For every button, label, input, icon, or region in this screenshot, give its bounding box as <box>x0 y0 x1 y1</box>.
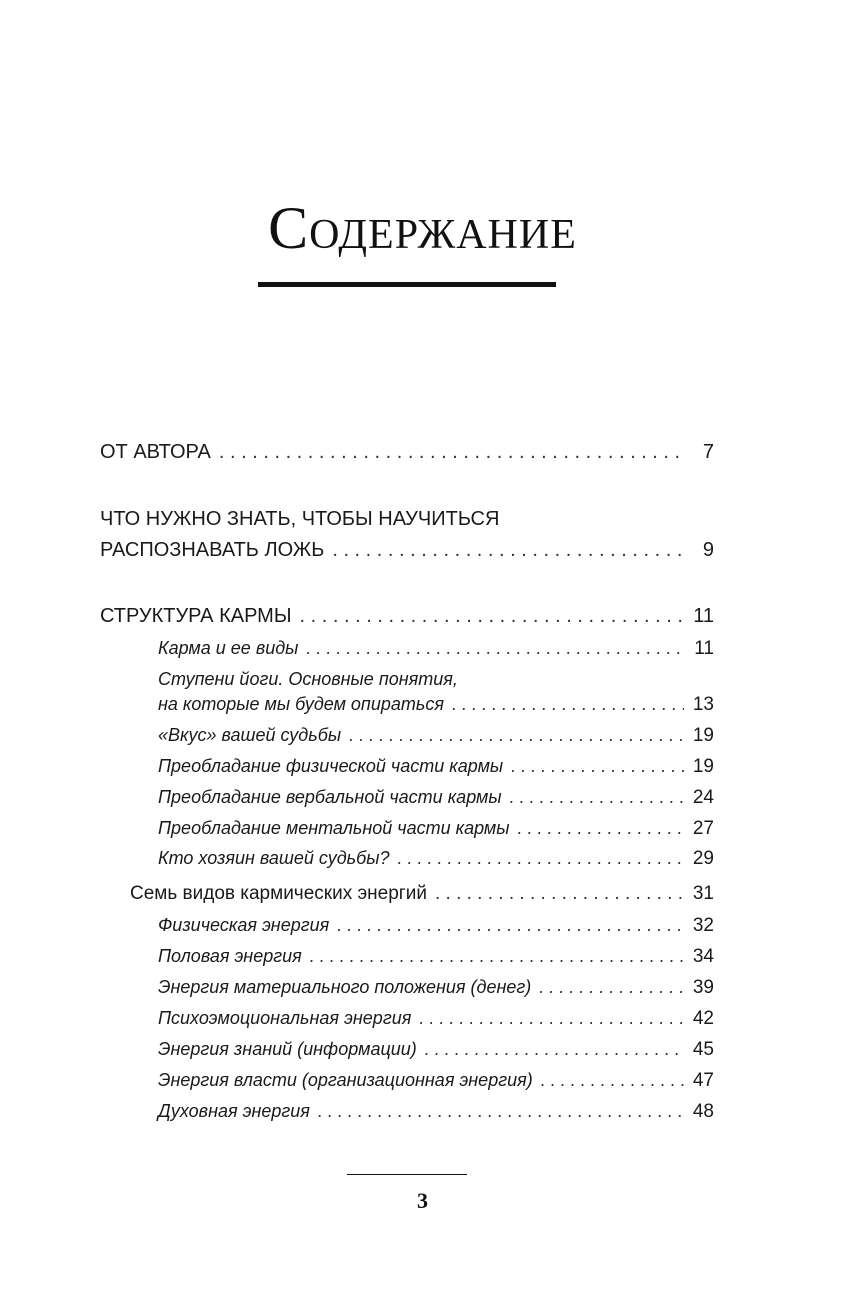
toc-entry-spiritual-energy[interactable] <box>158 1099 714 1124</box>
toc-entry-label: Половая энергия <box>158 946 302 966</box>
toc-entry-label: Энергия материального положения (денег) <box>158 977 532 997</box>
dot-leader <box>318 1099 684 1123</box>
dot-leader <box>398 846 685 870</box>
dot-leader <box>219 440 684 464</box>
toc-entry-page: 27 <box>692 818 714 839</box>
dot-leader <box>425 1037 684 1061</box>
toc-entry-what-to-know[interactable] <box>100 538 714 562</box>
toc-entry-label: Преобладание ментальной части кармы <box>158 818 510 838</box>
dot-leader <box>539 975 684 999</box>
toc-entry-psychoemotional-energy[interactable] <box>158 1006 714 1031</box>
toc-entry-page: 47 <box>692 1070 714 1091</box>
dot-leader <box>332 538 684 562</box>
toc-entry-page: 13 <box>692 694 714 715</box>
dot-leader <box>452 692 684 716</box>
toc-entry-label: Духовная энергия <box>158 1101 310 1121</box>
toc-entry-from-author[interactable] <box>100 440 714 464</box>
dot-leader <box>518 816 685 840</box>
toc-entry-page: 45 <box>692 1039 714 1060</box>
toc-entry-label-line1: ЧТО НУЖНО ЗНАТЬ, ЧТОБЫ НАУЧИТЬСЯ <box>100 508 500 530</box>
dot-leader <box>337 913 684 937</box>
dot-leader <box>349 723 684 747</box>
toc-entry-label: Психоэмоциональная энергия <box>158 1008 412 1028</box>
footer-rule <box>347 1174 467 1175</box>
page-number: 3 <box>417 1188 428 1213</box>
toc-entry-seven-energies[interactable] <box>130 882 714 906</box>
toc-entry-page: 24 <box>692 787 714 808</box>
toc-entry-taste-of-destiny[interactable] <box>158 723 714 748</box>
dot-leader <box>419 1006 684 1030</box>
toc-entry-page: 11 <box>694 638 714 659</box>
dot-leader <box>310 944 684 968</box>
toc-entry-page: 34 <box>692 946 714 967</box>
toc-entry-power-energy[interactable] <box>158 1068 714 1093</box>
toc-entry-karma-structure[interactable] <box>100 604 714 628</box>
toc-entry-physical-energy[interactable] <box>158 913 714 938</box>
toc-entry-page: 19 <box>692 756 714 777</box>
toc-entry-mental-karma[interactable] <box>158 816 714 841</box>
toc-entry-label: Семь видов кармических энергий <box>130 883 427 904</box>
toc-entry-knowledge-energy[interactable] <box>158 1037 714 1062</box>
toc-entry-money-energy[interactable] <box>158 975 714 1000</box>
toc-entry-sexual-energy[interactable] <box>158 944 714 969</box>
toc-entry-label: Физическая энергия <box>158 915 330 935</box>
dot-leader <box>511 754 684 778</box>
dot-leader <box>306 636 684 660</box>
toc-entry-verbal-karma[interactable] <box>158 785 714 810</box>
toc-entry-yoga-steps[interactable] <box>158 692 714 717</box>
toc-entry-label: РАСПОЗНАВАТЬ ЛОЖЬ <box>100 539 325 561</box>
toc-entry-label: ОТ АВТОРА <box>100 441 211 463</box>
page-title: Содержание <box>268 195 577 261</box>
toc-entry-label: «Вкус» вашей судьбы <box>158 725 342 745</box>
toc-entry-page: 48 <box>692 1101 714 1122</box>
dot-leader <box>510 785 684 809</box>
dot-leader <box>541 1068 684 1092</box>
toc-entry-page: 31 <box>692 883 714 904</box>
toc-entry-label: Кто хозяин вашей судьбы? <box>158 848 390 868</box>
toc-entry-label: Преобладание физической части кармы <box>158 756 504 776</box>
toc-entry-label: Энергия знаний (информации) <box>158 1039 417 1059</box>
dot-leader <box>300 604 684 628</box>
toc-entry-page: 7 <box>702 441 714 463</box>
toc-entry-label: Преобладание вербальной части кармы <box>158 787 502 807</box>
toc-entry-label: на которые мы будем опираться <box>158 694 444 714</box>
toc-entry-page: 9 <box>702 539 714 561</box>
toc-entry-page: 11 <box>693 605 714 627</box>
toc-entry-page: 42 <box>692 1008 714 1029</box>
toc-entry-karma-types[interactable] <box>158 636 714 661</box>
dot-leader <box>435 882 684 906</box>
toc-entry-page: 29 <box>692 848 714 869</box>
toc-entry-destiny-owner[interactable] <box>158 846 714 871</box>
toc-entry-page: 32 <box>692 915 714 936</box>
toc-entry-page: 19 <box>692 725 714 746</box>
toc-entry-label: СТРУКТУРА КАРМЫ <box>100 605 292 627</box>
toc-entry-label: Энергия власти (организационная энергия) <box>158 1070 533 1090</box>
toc-entry-label: Карма и ее виды <box>158 638 299 658</box>
toc-entry-page: 39 <box>692 977 714 998</box>
toc-entry-label-line1: Ступени йоги. Основные понятия, <box>158 669 458 689</box>
toc-entry-physical-karma[interactable] <box>158 754 714 779</box>
